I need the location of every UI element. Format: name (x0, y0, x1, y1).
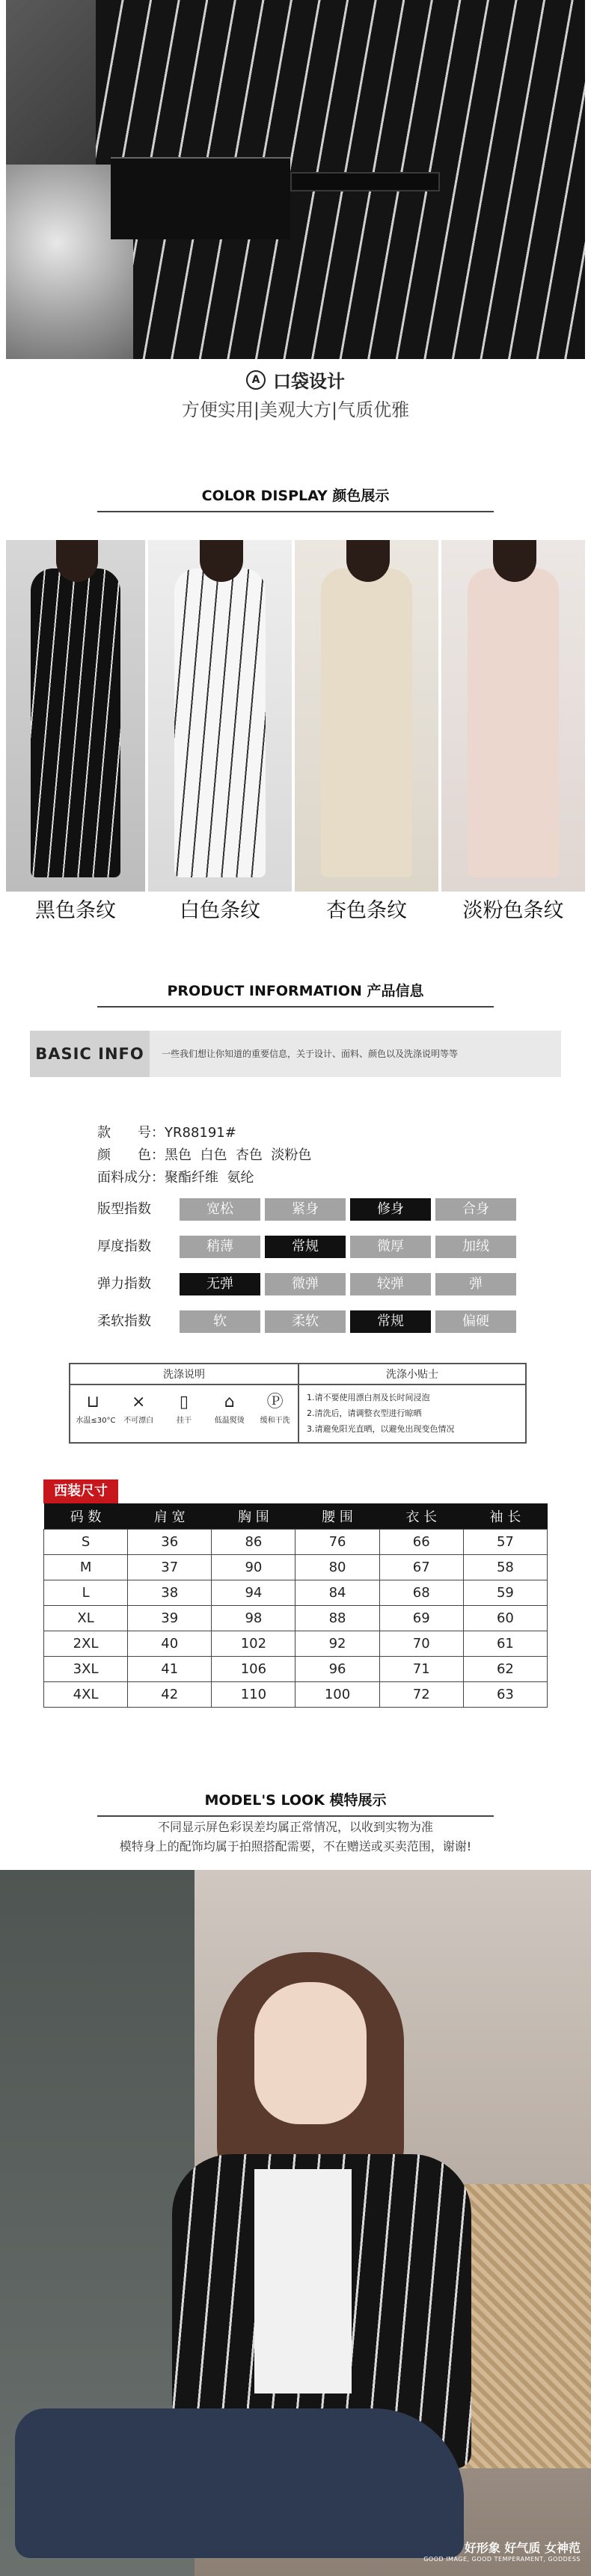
model-note-accessories: 模特身上的配饰均属于拍照搭配需要，不在赠送或买卖范围，谢谢! (119, 1839, 472, 1853)
index-option: 较弹 (350, 1273, 431, 1295)
size-cell: 37 (128, 1554, 212, 1580)
index-option: 偏硬 (435, 1310, 516, 1333)
jacket-apricot-stripe (321, 568, 413, 878)
index-label: 版型指数 (97, 1201, 151, 1217)
size-cell: 80 (296, 1554, 379, 1580)
watermark-english: GOOD IMAGE, GOOD TEMPERAMENT, GODDESS (423, 2556, 581, 2563)
index-option: 微厚 (350, 1236, 431, 1258)
size-row (44, 1529, 548, 1554)
pocket-subtitle: 方便实用|美观大方|气质优雅 (181, 399, 410, 420)
wash-30-icon: ⊔ 水温≤30°C (76, 1393, 116, 1425)
index-option-selected: 无弹 (180, 1273, 260, 1295)
rolled-sleeve-cuff (111, 157, 290, 239)
model-hair (200, 540, 243, 582)
item-number: 款 号：YR88191# (97, 1125, 236, 1141)
size-cell: 3XL (44, 1656, 128, 1681)
index-option: 柔软 (265, 1310, 346, 1333)
wash-tips-header: 洗涤小贴士 (299, 1364, 525, 1385)
size-cell: 41 (128, 1656, 212, 1681)
size-header-cell: 腰 围 (296, 1503, 379, 1529)
size-cell: 38 (128, 1580, 212, 1605)
index-option-selected: 常规 (265, 1236, 346, 1258)
size-cell: 62 (463, 1656, 547, 1681)
size-cell: 66 (379, 1529, 463, 1554)
white-top (254, 2169, 352, 2393)
size-cell: 40 (128, 1631, 212, 1656)
size-cell: 90 (212, 1554, 296, 1580)
size-row (44, 1605, 548, 1631)
index-label: 弹力指数 (97, 1276, 151, 1292)
index-option: 弹 (435, 1273, 516, 1295)
size-cell: L (44, 1580, 128, 1605)
pocket-title-text: 口袋设计 (273, 371, 345, 392)
size-cell: 4XL (44, 1681, 128, 1707)
watermark-slogan: 好形象 好气质 女神范 (464, 2541, 581, 2555)
size-cell: 100 (296, 1681, 379, 1707)
index-option: 紧身 (265, 1198, 346, 1221)
model-hair (56, 540, 98, 582)
denim-jeans (15, 2408, 464, 2558)
product-info-header: PRODUCT INFORMATION 产品信息 (97, 980, 494, 1008)
size-cell: 72 (379, 1681, 463, 1707)
item-fabric: 面料成分：聚酯纤维 氨纶 (97, 1170, 254, 1186)
model-face (254, 1982, 367, 2124)
index-option: 微弹 (265, 1273, 346, 1295)
size-chart-tag: 西装尺寸 (43, 1479, 118, 1503)
size-cell: 67 (379, 1554, 463, 1580)
color-label-black: 黑色条纹 (35, 899, 116, 922)
size-cell: XL (44, 1605, 128, 1631)
size-cell: 68 (379, 1580, 463, 1605)
index-option-selected: 常规 (350, 1310, 431, 1333)
size-cell: 39 (128, 1605, 212, 1631)
size-cell: 102 (212, 1631, 296, 1656)
size-cell: 69 (379, 1605, 463, 1631)
pocket-design-title (0, 367, 591, 393)
welt-pocket (290, 172, 440, 191)
model-look-header: MODEL'S LOOK 模特展示 (97, 1789, 494, 1817)
model-photo (0, 1870, 591, 2576)
model-hair (346, 540, 390, 582)
size-row (44, 1681, 548, 1707)
wash-tip: 3.请避免阳光直晒，以避免出现变色情况 (307, 1424, 455, 1434)
index-option: 宽松 (180, 1198, 260, 1221)
size-cell: 96 (296, 1656, 379, 1681)
basic-info-bar (30, 1031, 561, 1077)
brand-watermark (423, 2539, 581, 2563)
size-row (44, 1631, 548, 1656)
jacket-black-stripe (31, 568, 120, 878)
model-note-color: 不同显示屏色彩误差均属正常情况，以收到实物为准 (157, 1820, 433, 1834)
size-chart-table (43, 1503, 548, 1708)
size-cell: 61 (463, 1631, 547, 1656)
size-cell: 71 (379, 1656, 463, 1681)
index-label: 柔软指数 (97, 1313, 151, 1329)
size-cell: 58 (463, 1554, 547, 1580)
size-header-cell: 肩 宽 (128, 1503, 212, 1529)
index-option: 软 (180, 1310, 260, 1333)
wash-care-header: 洗涤说明 (70, 1364, 298, 1385)
item-colors: 颜 色：黑色 白色 杏色 淡粉色 (97, 1147, 312, 1163)
color-display-header: COLOR DISPLAY 颜色展示 (97, 485, 494, 512)
size-cell: 57 (463, 1529, 547, 1554)
wash-tips (299, 1364, 525, 1442)
size-cell: M (44, 1554, 128, 1580)
size-row (44, 1580, 548, 1605)
wash-instructions-table (69, 1363, 527, 1444)
color-photo-apricot (295, 540, 438, 892)
size-table-body (44, 1529, 548, 1707)
size-cell: 106 (212, 1656, 296, 1681)
no-bleach-icon: ⨯ 不可漂白 (123, 1393, 154, 1425)
size-cell: 60 (463, 1605, 547, 1631)
wash-tip: 2.清洗后，请调整衣型进行晾晒 (307, 1408, 422, 1418)
index-label: 厚度指数 (97, 1239, 151, 1254)
size-cell: 2XL (44, 1631, 128, 1656)
wash-care-symbols (70, 1364, 299, 1442)
color-label-white: 白色条纹 (180, 899, 260, 922)
size-header-cell: 胸 围 (212, 1503, 296, 1529)
size-cell: 94 (212, 1580, 296, 1605)
color-photo-black (6, 540, 145, 892)
size-cell: 36 (128, 1529, 212, 1554)
dry-clean-icon: Ⓟ 缓和干洗 (260, 1393, 290, 1425)
size-cell: 110 (212, 1681, 296, 1707)
pocket-closeup-photo (6, 0, 585, 359)
size-cell: 70 (379, 1631, 463, 1656)
size-cell: 86 (212, 1529, 296, 1554)
jacket-white-stripe (174, 568, 266, 878)
size-cell: 59 (463, 1580, 547, 1605)
size-cell: S (44, 1529, 128, 1554)
color-label-pink: 淡粉色条纹 (462, 899, 564, 922)
size-cell: 98 (212, 1605, 296, 1631)
size-cell: 42 (128, 1681, 212, 1707)
size-header-row (44, 1503, 548, 1529)
color-label-apricot: 杏色条纹 (326, 899, 407, 922)
wash-icons-row (70, 1391, 298, 1425)
a-circle-icon: A (246, 370, 266, 390)
color-photo-pink (441, 540, 585, 892)
size-cell: 63 (463, 1681, 547, 1707)
basic-info-text: 一些我们想让你知道的重要信息，关于设计、面料、颜色以及洗涤说明等等 (162, 1049, 459, 1059)
size-cell: 88 (296, 1605, 379, 1631)
index-option: 加绒 (435, 1236, 516, 1258)
basic-info-label: BASIC INFO (30, 1031, 150, 1077)
jacket-pink-stripe (468, 568, 560, 878)
index-option: 合身 (435, 1198, 516, 1221)
size-cell: 92 (296, 1631, 379, 1656)
wash-tips-list (307, 1390, 455, 1437)
model-hair (493, 540, 536, 582)
wash-tip: 1.请不要使用漂白剂及长时间浸泡 (307, 1393, 430, 1402)
size-cell: 76 (296, 1529, 379, 1554)
size-header-cell: 衣 长 (379, 1503, 463, 1529)
color-photo-white (148, 540, 292, 892)
index-option: 稍薄 (180, 1236, 260, 1258)
size-row (44, 1656, 548, 1681)
size-row (44, 1554, 548, 1580)
index-option-selected: 修身 (350, 1198, 431, 1221)
size-cell: 84 (296, 1580, 379, 1605)
low-iron-icon: ⌂ 低温熨烫 (214, 1393, 245, 1425)
size-header-cell: 袖 长 (463, 1503, 547, 1529)
size-header-cell: 码 数 (44, 1503, 128, 1529)
hang-dry-icon: ▯ 挂干 (176, 1393, 192, 1425)
